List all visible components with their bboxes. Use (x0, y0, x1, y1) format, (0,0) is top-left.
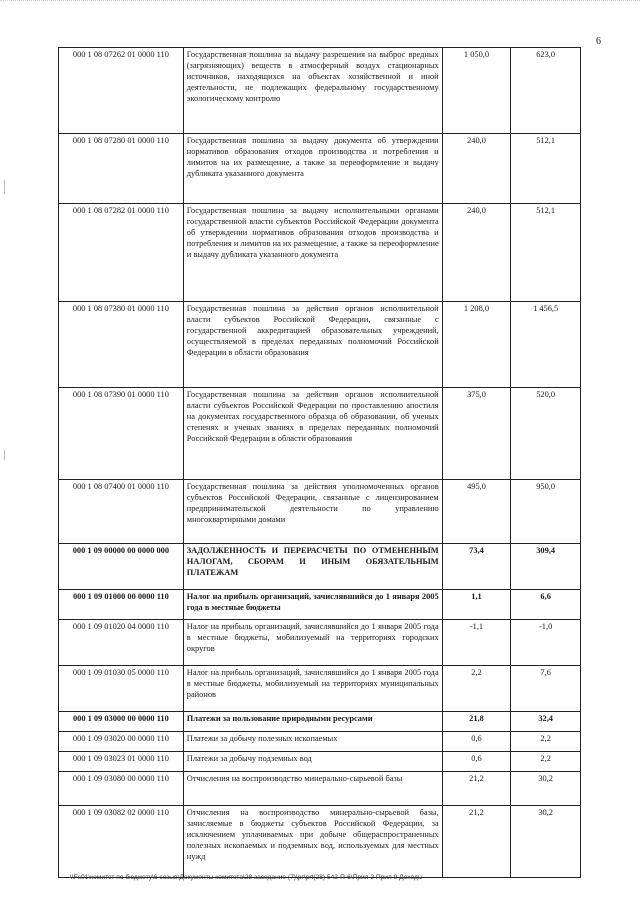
value-actual-cell: 6,6 (511, 590, 581, 620)
description-cell: Государственная пошлина за действия уполномоченных органов субъектов Российской Федерации, связанные с лицензированием предпринимательской деятельности по управлению многоквартирными домами (183, 480, 442, 544)
budget-code-cell: 000 1 08 07380 01 0000 110 (59, 302, 184, 388)
value-plan-cell: 375,0 (442, 388, 511, 480)
budget-code-cell: 000 1 09 01030 05 0000 110 (59, 666, 184, 712)
description-cell: Государственная пошлина за выдачу разрешения на выброс вредных (загрязняющих) веществ в атмосферный воздух стационарных источников, находящихся на объектах хозяйственной и иной деятельности, не подлежащих федеральному государственному экологическому контролю (183, 48, 442, 134)
value-actual-cell: 2,2 (511, 752, 581, 772)
description-cell: Государственная пошлина за действия органов исполнительной власти субъектов Российской Федерации, связанные с государственной аккредитацией образовательных учреждений, осуществляемой в пределах переданных полномочий Российской Федерации в области образования (183, 302, 442, 388)
value-plan-cell: 495,0 (442, 480, 511, 544)
table-row (59, 732, 581, 752)
budget-code-cell: 000 1 09 03023 01 0000 110 (59, 752, 184, 772)
value-actual-cell: 512,1 (511, 134, 581, 204)
value-plan-cell: 0,6 (442, 752, 511, 772)
description-cell: Отчисления на воспроизводство минерально-сырьевой базы (183, 772, 442, 806)
value-actual-cell: 950,0 (511, 480, 581, 544)
value-actual-cell: 30,2 (511, 806, 581, 878)
budget-code-cell: 000 1 09 01020 04 0000 110 (59, 620, 184, 666)
value-actual-cell: 520,0 (511, 388, 581, 480)
table-row (59, 590, 581, 620)
value-plan-cell: 21,2 (442, 772, 511, 806)
table-row (59, 204, 581, 302)
table-row (59, 666, 581, 712)
table-row (59, 806, 581, 878)
value-actual-cell: 7,6 (511, 666, 581, 712)
value-actual-cell: 1 456,5 (511, 302, 581, 388)
value-plan-cell: 1 050,0 (442, 48, 511, 134)
value-plan-cell: 1 208,0 (442, 302, 511, 388)
budget-code-cell: 000 1 09 01000 00 0000 110 (59, 590, 184, 620)
budget-code-cell: 000 1 09 03082 02 0000 110 (59, 806, 184, 878)
value-actual-cell: 309,4 (511, 544, 581, 590)
description-cell: Отчисления на воспроизводство минерально-сырьевой базы, зачисляемые в бюджеты субъектов Российской Федерации, за исключением уплачиваемых при добыче общераспространенных полезных ископаемых и подземных вод, используемых для местных нужд (183, 806, 442, 878)
value-actual-cell: 30,2 (511, 772, 581, 806)
table-row (59, 620, 581, 666)
budget-code-cell: 000 1 08 07282 01 0000 110 (59, 204, 184, 302)
value-actual-cell: 2,2 (511, 732, 581, 752)
description-cell: Государственная пошлина за выдачу исполнительными органами государственной власти субъектов Российской Федерации документа об утверждении нормативов образования отходов производства и потребления и лимитов на их размещение, а также за переоформление и выдачу дубликата указанного документа (183, 204, 442, 302)
page-number: 6 (596, 36, 601, 47)
budget-code-cell: 000 1 08 07390 01 0000 110 (59, 388, 184, 480)
value-plan-cell: -1,1 (442, 620, 511, 666)
table-row (59, 752, 581, 772)
value-plan-cell: 240,0 (442, 204, 511, 302)
description-cell: Налог на прибыль организаций, зачислявшийся до 1 января 2005 года в местные бюджеты, мобилизуемый на территориях городских округов (183, 620, 442, 666)
value-plan-cell: 240,0 (442, 134, 511, 204)
table-row (59, 772, 581, 806)
value-plan-cell: 2,2 (442, 666, 511, 712)
budget-code-cell: 000 1 08 07400 01 0000 110 (59, 480, 184, 544)
description-cell: Платежи за пользование природными ресурсами (183, 712, 442, 732)
budget-code-cell: 000 1 08 07262 01 0000 110 (59, 48, 184, 134)
table-row (59, 544, 581, 590)
value-plan-cell: 21,2 (442, 806, 511, 878)
description-cell: ЗАДОЛЖЕННОСТЬ И ПЕРЕРАСЧЕТЫ ПО ОТМЕНЕННЫМ НАЛОГАМ, СБОРАМ И ИНЫМ ОБЯЗАТЕЛЬНЫМ ПЛАТЕЖАМ (183, 544, 442, 590)
table-row (59, 388, 581, 480)
table-row (59, 480, 581, 544)
description-cell: Платежи за добычу полезных ископаемых (183, 732, 442, 752)
value-plan-cell: 1,1 (442, 590, 511, 620)
value-actual-cell: 32,4 (511, 712, 581, 732)
description-cell: Государственная пошлина за действия органов исполнительной власти субъектов Российской Федерации по проставлению апостиля на документах государственного образца об образовании, об ученых степенях и ученых званиях в пределах переданных полномочий Российской Федерации в области образования (183, 388, 442, 480)
budget-code-cell: 000 1 09 03080 00 0000 110 (59, 772, 184, 806)
file-path-footer: \\Fs01\комитет по бюджету\6 созыв\Документы комитета\28 заседание (7)\рг\prt(28) 542-П-6\Прил 2 Прил 9 Доходы (70, 874, 423, 881)
scan-artifact-left (4, 180, 5, 194)
table-row (59, 48, 581, 134)
budget-code-cell: 000 1 09 00000 00 0000 000 (59, 544, 184, 590)
table-row (59, 302, 581, 388)
scan-artifact-left (4, 450, 5, 460)
value-actual-cell: -1,0 (511, 620, 581, 666)
revenue-table (58, 47, 581, 878)
description-cell: Налог на прибыль организаций, зачислявшийся до 1 января 2005 года в местные бюджеты (183, 590, 442, 620)
value-plan-cell: 73,4 (442, 544, 511, 590)
budget-code-cell: 000 1 09 03020 00 0000 110 (59, 732, 184, 752)
description-cell: Государственная пошлина за выдачу документа об утверждении нормативов образования отходов производства и потребления и лимитов на их размещение, а также за переоформление и выдачу дубликата указанного документа (183, 134, 442, 204)
scan-artifact-top (0, 0, 640, 9)
value-actual-cell: 512,1 (511, 204, 581, 302)
table-row (59, 134, 581, 204)
value-plan-cell: 21,8 (442, 712, 511, 732)
budget-code-cell: 000 1 09 03000 00 0000 110 (59, 712, 184, 732)
table-row (59, 712, 581, 732)
budget-code-cell: 000 1 08 07280 01 0000 110 (59, 134, 184, 204)
description-cell: Платежи за добычу подземных вод (183, 752, 442, 772)
value-plan-cell: 0,6 (442, 732, 511, 752)
description-cell: Налог на прибыль организаций, зачислявшийся до 1 января 2005 года в местные бюджеты, мобилизуемый на территориях муниципальных районов (183, 666, 442, 712)
value-actual-cell: 623,0 (511, 48, 581, 134)
